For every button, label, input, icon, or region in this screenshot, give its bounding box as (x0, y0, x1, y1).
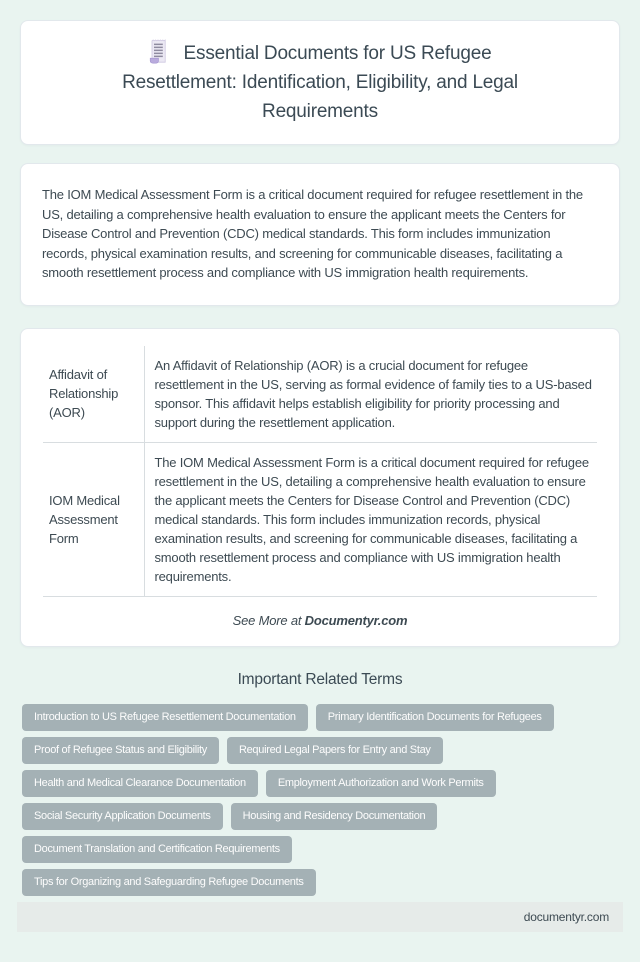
related-term-tag[interactable]: Health and Medical Clearance Documentation (22, 770, 258, 797)
page-title (94, 39, 546, 126)
related-terms-list (22, 704, 624, 902)
footer-site-label: documentyr.com (523, 909, 609, 924)
glossary-definition: The IOM Medical Assessment Form is a critical document required for refugee resettlement in the US, detailing a comprehensive health evaluation to ensure the applicant meets the Centers for Disease Control and Prevention (CDC) medical standards. This form includes immunization records, physical examination results, and screening for communicable diseases, facilitating a smooth resettlement process and compliance with US immigration health requirements. (144, 442, 597, 596)
table-row (43, 442, 597, 596)
glossary-definition: An Affidavit of Relationship (AOR) is a crucial document for refugee resettlement in the US, serving as formal evidence of family ties to a US-based sponsor. This affidavit helps establish eligibility for priority processing and support during the resettlement application. (144, 346, 597, 443)
footer-bar (17, 902, 623, 933)
related-term-tag[interactable]: Introduction to US Refugee Resettlement Documentation (22, 704, 308, 731)
see-more-prefix: See More at (232, 612, 305, 628)
table-row (43, 346, 597, 443)
see-more-site-link[interactable]: Documentyr.com (304, 612, 408, 628)
related-term-tag[interactable]: Required Legal Papers for Entry and Stay (227, 737, 443, 764)
page-title-text: Essential Documents for US Refugee Resettlement: Identification, Eligibility, and Legal Requirements (122, 43, 518, 122)
related-term-tag[interactable]: Tips for Organizing and Safeguarding Refugee Documents (22, 869, 316, 896)
receipt-icon (149, 39, 168, 64)
glossary-term: Affidavit of Relationship (AOR) (43, 346, 144, 443)
glossary-term: IOM Medical Assessment Form (43, 442, 144, 596)
related-term-tag[interactable]: Social Security Application Documents (22, 803, 223, 830)
summary-text: The IOM Medical Assessment Form is a critical document required for refugee resettlement in the US, detailing a comprehensive health evaluation to ensure the applicant meets the Centers for Disease Control and Prevention (CDC) medical standards. This form includes immunization records, physical examination results, and screening for communicable diseases, facilitating a smooth resettlement process and compliance with US immigration health requirements. (42, 187, 583, 280)
related-term-tag[interactable]: Housing and Residency Documentation (231, 803, 438, 830)
related-term-tag[interactable]: Primary Identification Documents for Refugees (316, 704, 554, 731)
glossary-card (20, 328, 620, 647)
related-term-tag[interactable]: Document Translation and Certification Requirements (22, 836, 292, 863)
glossary-table (43, 346, 597, 597)
related-terms-heading: Important Related Terms (237, 670, 403, 688)
related-term-tag[interactable]: Proof of Refugee Status and Eligibility (22, 737, 219, 764)
related-term-tag[interactable]: Employment Authorization and Work Permits (266, 770, 496, 797)
summary-card (20, 163, 620, 306)
see-more-note (43, 613, 597, 628)
header-card (20, 20, 620, 145)
